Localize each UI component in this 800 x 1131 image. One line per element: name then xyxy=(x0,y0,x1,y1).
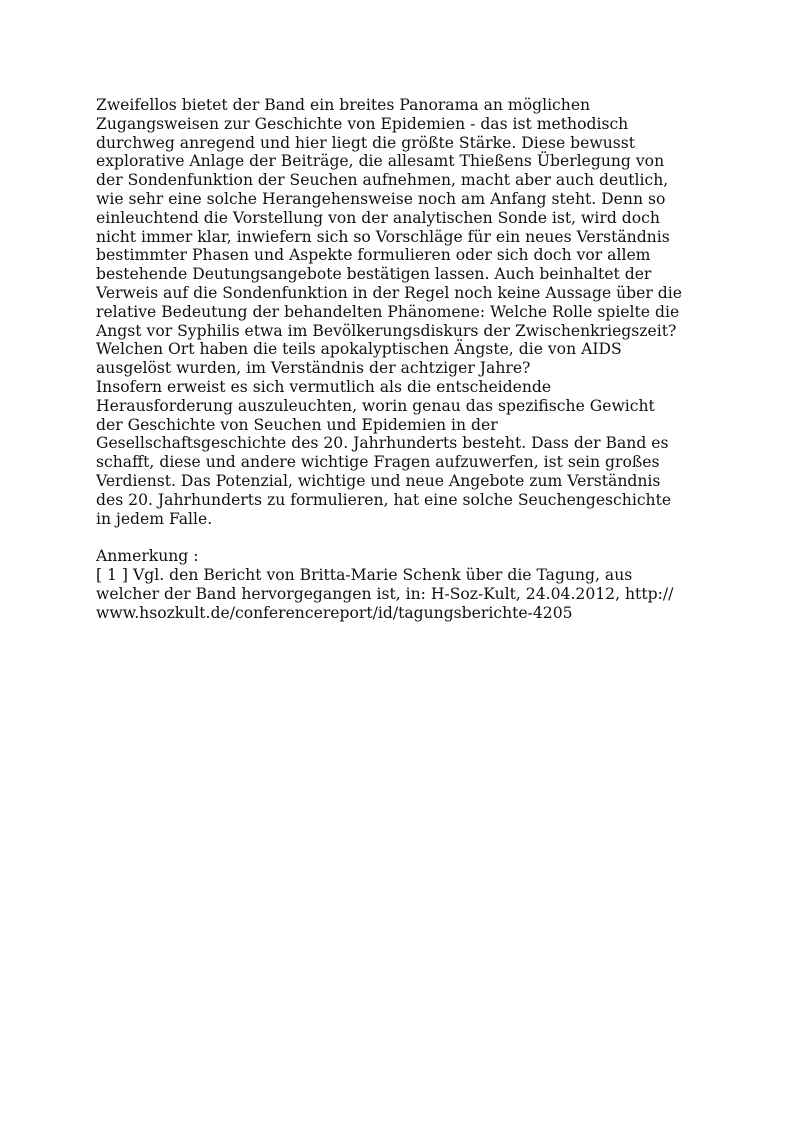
text-line: der Sondenfunktion der Seuchen aufnehmen, macht aber auch deutlich, xyxy=(96,171,669,190)
text-line: Angst vor Syphilis etwa im Bevölkerungsdiskurs der Zwischenkriegszeit? xyxy=(96,321,677,340)
footnote-line: welcher der Band hervorgegangen ist, in: H-Soz-Kult, 24.04.2012, http:// xyxy=(96,584,674,603)
text-line: schafft, diese und andere wichtige Fragen aufzuwerfen, ist sein großes xyxy=(96,453,660,472)
text-line: wie sehr eine solche Herangehensweise noch am Anfang steht. Denn so xyxy=(96,189,666,208)
text-line: Gesellschaftsgeschichte des 20. Jahrhunderts besteht. Dass der Band es xyxy=(96,434,669,453)
text-line: durchweg anregend und hier liegt die größte Stärke. Diese bewusst xyxy=(96,133,636,152)
document-text xyxy=(96,96,716,622)
spacer xyxy=(96,528,716,547)
footnote-line: www.hsozkult.de/conferencereport/id/tagungsberichte-4205 xyxy=(96,603,573,622)
footnote-line: [ 1 ] Vgl. den Bericht von Britta-Marie Schenk über die Tagung, aus xyxy=(96,565,633,584)
text-line: Verweis auf die Sondenfunktion in der Regel noch keine Aussage über die xyxy=(96,283,682,302)
footnote xyxy=(96,566,716,622)
text-line: des 20. Jahrhunderts zu formulieren, hat eine solche Seuchengeschichte xyxy=(96,490,672,509)
text-line: der Geschichte von Seuchen und Epidemien in der xyxy=(96,415,498,434)
main-paragraph xyxy=(96,96,716,378)
text-line: Verdienst. Das Potenzial, wichtige und neue Angebote zum Verständnis xyxy=(96,471,661,490)
text-line: Herausforderung auszuleuchten, worin genau das spezifische Gewicht xyxy=(96,396,655,415)
text-line: explorative Anlage der Beiträge, die allesamt Thießens Überlegung von xyxy=(96,152,665,171)
text-line: bestehende Deutungsangebote bestätigen lassen. Auch beinhaltet der xyxy=(96,265,652,284)
text-line: relative Bedeutung der behandelten Phänomene: Welche Rolle spielte die xyxy=(96,302,680,321)
text-line: ausgelöst wurden, im Verständnis der achtziger Jahre? xyxy=(96,359,531,378)
second-paragraph xyxy=(96,378,716,528)
text-line: Welchen Ort haben die teils apokalyptischen Ängste, die von AIDS xyxy=(96,340,622,359)
text-line: nicht immer klar, inwiefern sich so Vorschläge für ein neues Verständnis xyxy=(96,227,670,246)
notes-heading: Anmerkung : xyxy=(96,547,199,566)
text-line: Insofern erweist es sich vermutlich als die entscheidende xyxy=(96,377,552,396)
text-line: Zugangsweisen zur Geschichte von Epidemien - das ist methodisch xyxy=(96,114,629,133)
text-line: einleuchtend die Vorstellung von der analytischen Sonde ist, wird doch xyxy=(96,208,660,227)
text-line: Zweifellos bietet der Band ein breites Panorama an möglichen xyxy=(96,96,591,114)
text-line: in jedem Falle. xyxy=(96,509,213,528)
text-line: bestimmter Phasen und Aspekte formulieren oder sich doch vor allem xyxy=(96,246,651,265)
